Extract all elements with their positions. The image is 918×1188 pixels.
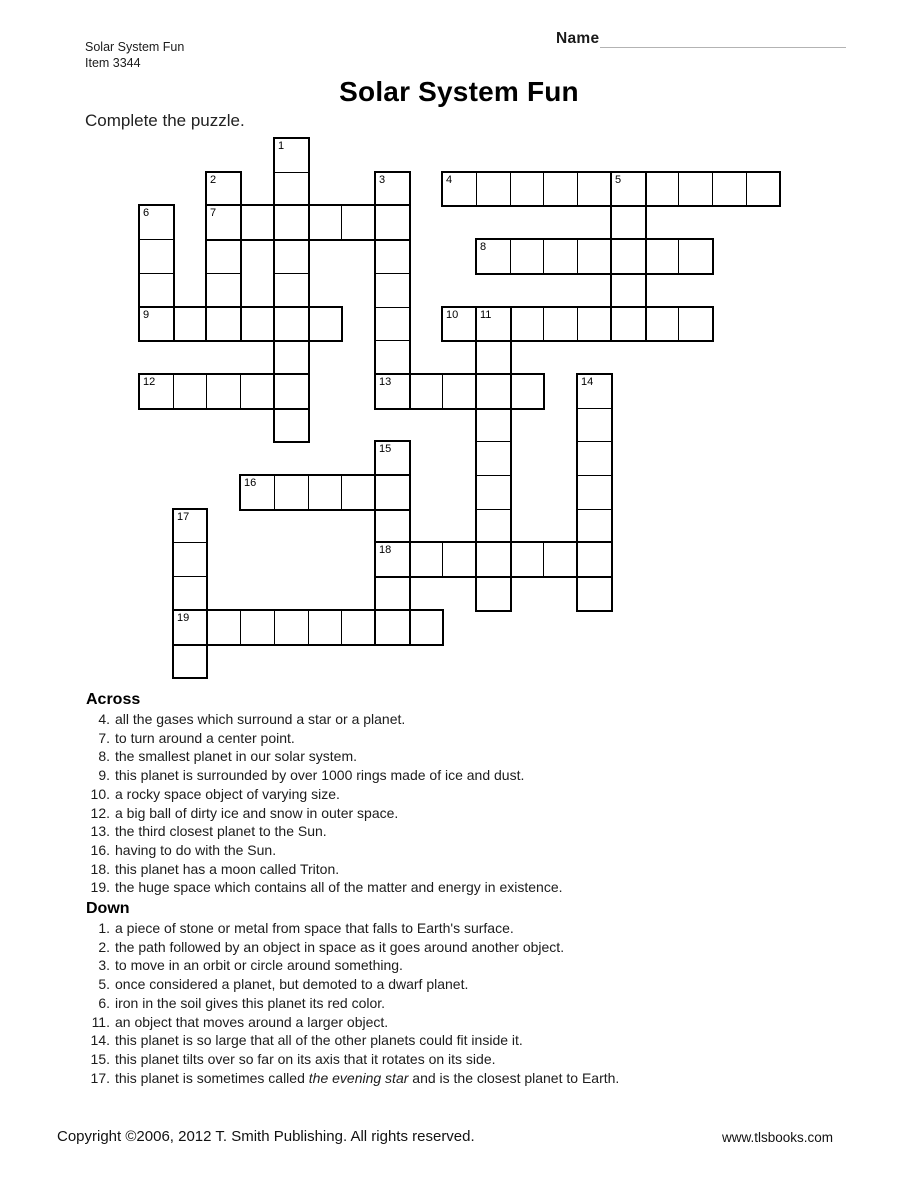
grid-cell-number: 2: [210, 174, 217, 186]
clue-number: 13.: [90, 823, 110, 840]
clue-item: [86, 919, 876, 938]
grid-cell[interactable]: [341, 475, 376, 510]
grid-cell[interactable]: [510, 542, 544, 577]
grid-cell[interactable]: [206, 239, 241, 274]
clue-text: iron in the soil gives this planet its red color.: [115, 994, 386, 1011]
grid-cell-number: 17: [177, 511, 190, 523]
grid-cell[interactable]: [476, 307, 511, 341]
grid-cell[interactable]: [240, 475, 275, 510]
clue-text: a rocky space object of varying size.: [115, 785, 340, 802]
grid-cell[interactable]: [645, 307, 679, 341]
clue-item: [86, 975, 876, 994]
grid-cell[interactable]: [173, 509, 207, 543]
clue-number: 12.: [90, 804, 110, 821]
page-title: Solar System Fun: [339, 76, 579, 107]
clue-number: 7.: [98, 729, 110, 746]
website-text: www.tlsbooks.com: [721, 1130, 833, 1145]
clue-text: to move in an orbit or circle around something.: [115, 957, 403, 974]
clue-text: this planet tilts over so far on its axis that it rotates on its side.: [115, 1050, 496, 1067]
clue-number: 11.: [91, 1013, 110, 1030]
grid-cell-number: 11: [480, 309, 492, 321]
grid-cell[interactable]: [577, 475, 612, 510]
grid-cell[interactable]: [611, 172, 646, 206]
grid-cell[interactable]: [476, 576, 511, 611]
grid-cell[interactable]: [510, 374, 544, 409]
clue-number: 4.: [98, 711, 110, 727]
clue-text: a big ball of dirty ice and snow in outer space.: [115, 804, 399, 821]
clue-item: [86, 710, 876, 729]
grid-cell[interactable]: [375, 273, 410, 308]
clue-item: [86, 804, 876, 823]
grid-cell-number: 14: [581, 376, 594, 388]
grid-cell[interactable]: [476, 542, 511, 577]
grid-cell-number: 18: [379, 544, 392, 556]
grid-cell[interactable]: [206, 307, 241, 341]
grid-cell-number: 12: [143, 376, 156, 388]
grid-cell[interactable]: [746, 172, 780, 206]
grid-cell[interactable]: [139, 239, 174, 274]
clue-number: 1.: [98, 920, 110, 937]
grid-cell[interactable]: [139, 374, 174, 409]
clue-item: [86, 860, 876, 879]
grid-cell[interactable]: [206, 273, 241, 308]
clue-item: [86, 822, 876, 841]
grid-cell-number: 15: [379, 443, 392, 455]
grid-cell[interactable]: [577, 576, 612, 611]
grid-cell[interactable]: [274, 172, 309, 206]
grid-cell[interactable]: [274, 374, 309, 409]
name-row: [556, 30, 599, 48]
grid-cell[interactable]: [173, 307, 207, 341]
grid-cell[interactable]: [308, 307, 342, 341]
grid-cell[interactable]: [442, 542, 477, 577]
grid-cell[interactable]: [442, 172, 477, 206]
clue-number: 5.: [98, 976, 110, 993]
grid-cell[interactable]: [476, 509, 511, 543]
grid-cell-number: 7: [210, 207, 217, 219]
grid-cell[interactable]: [409, 542, 443, 577]
grid-cell[interactable]: [173, 374, 207, 409]
across-clue-list: [86, 710, 876, 897]
grid-cell[interactable]: [240, 610, 275, 645]
grid-cell[interactable]: [375, 205, 410, 240]
clue-number: 6.: [98, 994, 110, 1011]
grid-cell[interactable]: [543, 542, 578, 577]
clue-number: 19.: [90, 879, 110, 896]
grid-cell[interactable]: [274, 475, 309, 510]
clue-number: 15.: [90, 1050, 110, 1067]
clue-text: once considered a planet, but demoted to a dwarf planet.: [115, 976, 469, 993]
grid-cell[interactable]: [476, 172, 511, 206]
clue-item: [86, 747, 876, 766]
clue-item: [86, 1050, 876, 1069]
grid-cell[interactable]: [543, 172, 578, 206]
grid-cell[interactable]: [577, 441, 612, 476]
grid-cell[interactable]: [274, 273, 309, 308]
clue-number: 17.: [90, 1069, 110, 1086]
clue-text: the huge space which contains all of the matter and energy in existence.: [115, 879, 563, 896]
grid-cell[interactable]: [375, 172, 410, 206]
grid-cell-number: 13: [379, 376, 392, 388]
grid-cell[interactable]: [240, 374, 275, 409]
grid-cell[interactable]: [274, 610, 309, 645]
grid-cell[interactable]: [543, 307, 578, 341]
down-heading: Down: [86, 900, 130, 918]
clue-item: [86, 956, 876, 975]
grid-cell[interactable]: [510, 172, 544, 206]
grid-cell[interactable]: [274, 205, 309, 240]
grid-cell[interactable]: [375, 340, 410, 375]
grid-cell-number: 19: [177, 612, 190, 624]
clue-item: [86, 994, 876, 1013]
clue-item: [86, 878, 876, 897]
grid-cell[interactable]: [543, 239, 578, 274]
grid-cell[interactable]: [577, 509, 612, 543]
grid-cell[interactable]: [476, 374, 511, 409]
grid-cell[interactable]: [139, 273, 174, 308]
grid-cell[interactable]: [611, 205, 646, 240]
worksheet-id: [85, 40, 184, 71]
grid-cell[interactable]: [375, 610, 410, 645]
clue-item: [86, 729, 876, 748]
clue-text: the smallest planet in our solar system.: [115, 748, 357, 765]
down-clue-list: [86, 919, 876, 1087]
grid-cell-number: 4: [446, 174, 453, 186]
grid-cell[interactable]: [577, 172, 612, 206]
grid-cell-number: 3: [379, 174, 386, 186]
grid-cell[interactable]: [409, 610, 443, 645]
grid-cell[interactable]: [240, 205, 275, 240]
grid-cell[interactable]: [274, 408, 309, 442]
clue-lists: [86, 690, 876, 1087]
grid-cell[interactable]: [611, 307, 646, 341]
clue-number: 10.: [90, 785, 110, 802]
grid-cell[interactable]: [577, 239, 612, 274]
clue-item: [86, 841, 876, 860]
clue-item: [86, 1013, 876, 1032]
clue-item: [86, 1069, 876, 1088]
grid-cell[interactable]: [375, 542, 410, 577]
grid-cell[interactable]: [139, 307, 174, 341]
grid-cell[interactable]: [274, 340, 309, 375]
grid-cell[interactable]: [240, 307, 275, 341]
across-heading: Across: [86, 691, 141, 708]
clue-text: this planet is surrounded by over 1000 rings made of ice and dust.: [115, 767, 525, 784]
grid-cell[interactable]: [409, 374, 443, 409]
grid-cell[interactable]: [577, 542, 612, 577]
grid-cell[interactable]: [476, 475, 511, 510]
grid-cell-number: 9: [143, 309, 150, 321]
name-blank-line[interactable]: [600, 47, 846, 48]
clue-text: this planet is so large that all of the other planets could fit inside it.: [115, 1032, 523, 1049]
clue-number: 2.: [98, 938, 110, 955]
grid-cell[interactable]: [577, 374, 612, 409]
grid-cell[interactable]: [341, 205, 376, 240]
grid-cell[interactable]: [645, 239, 679, 274]
clue-number: 16.: [90, 841, 110, 858]
clue-number: 3.: [98, 957, 110, 974]
grid-cell[interactable]: [678, 307, 713, 341]
clue-number: 8.: [98, 748, 110, 765]
grid-cell[interactable]: [442, 374, 477, 409]
grid-cell[interactable]: [308, 205, 342, 240]
grid-cell[interactable]: [173, 610, 207, 645]
grid-cell[interactable]: [274, 239, 309, 274]
grid-cell[interactable]: [375, 576, 410, 611]
instructions-text: Complete the puzzle.: [85, 111, 245, 130]
clue-item: [86, 785, 876, 804]
worksheet-item-number: Item 3344: [85, 55, 141, 70]
grid-cell[interactable]: [375, 307, 410, 341]
clue-text: the path followed by an object in space as it goes around another object.: [115, 938, 565, 955]
grid-cell[interactable]: [611, 273, 646, 308]
grid-cell[interactable]: [577, 307, 612, 341]
grid-cell[interactable]: [173, 542, 207, 577]
grid-cell[interactable]: [510, 239, 544, 274]
grid-cell[interactable]: [206, 374, 241, 409]
grid-cell[interactable]: [375, 509, 410, 543]
clue-item: [86, 1031, 876, 1050]
clue-number: 18.: [90, 860, 110, 877]
grid-cell-number: 5: [615, 174, 622, 186]
grid-cell[interactable]: [308, 475, 342, 510]
clue-item: [86, 938, 876, 957]
grid-cell[interactable]: [678, 239, 713, 274]
grid-cell[interactable]: [476, 408, 511, 442]
grid-cell[interactable]: [206, 610, 241, 645]
grid-cell[interactable]: [173, 576, 207, 611]
grid-cell[interactable]: [173, 644, 207, 678]
grid-cell[interactable]: [645, 172, 679, 206]
grid-cell[interactable]: [206, 172, 241, 206]
grid-cell[interactable]: [308, 610, 342, 645]
clue-item: [86, 766, 876, 785]
grid-cell-number: 16: [244, 477, 257, 489]
grid-cell-number: 1: [278, 140, 285, 152]
crossword-grid: [139, 138, 789, 683]
grid-cell[interactable]: [712, 172, 747, 206]
copyright-text: Copyright ©2006, 2012 T. Smith Publishing. All rights reserved.: [57, 1128, 475, 1145]
clue-number: 14.: [90, 1032, 110, 1049]
clue-text: a piece of stone or metal from space that falls to Earth's surface.: [115, 920, 514, 937]
grid-cell-number: 6: [143, 207, 150, 219]
clue-number: 9.: [98, 767, 110, 784]
grid-cell[interactable]: [577, 408, 612, 442]
grid-cell[interactable]: [274, 138, 309, 173]
grid-cell[interactable]: [139, 205, 174, 240]
grid-cell[interactable]: [375, 374, 410, 409]
clue-text: an object that moves around a larger object.: [115, 1013, 389, 1030]
grid-cell[interactable]: [442, 307, 477, 341]
grid-cell[interactable]: [476, 340, 511, 375]
grid-cell[interactable]: [510, 307, 544, 341]
grid-cell[interactable]: [375, 475, 410, 510]
grid-cell[interactable]: [678, 172, 713, 206]
name-label: Name: [556, 30, 600, 47]
grid-cell[interactable]: [375, 239, 410, 274]
grid-cell-number: 10: [446, 309, 459, 321]
grid-cell[interactable]: [476, 441, 511, 476]
clue-text: having to do with the Sun.: [115, 841, 277, 858]
grid-cell[interactable]: [206, 205, 241, 240]
clue-text: this planet is sometimes called the evening star and is the closest planet to Earth.: [115, 1069, 620, 1086]
worksheet-id-title: Solar System Fun: [85, 40, 185, 54]
grid-cell[interactable]: [274, 307, 309, 341]
clue-text: to turn around a center point.: [115, 729, 295, 746]
grid-cell[interactable]: [375, 441, 410, 476]
clue-text: the third closest planet to the Sun.: [115, 823, 327, 840]
clue-text: this planet has a moon called Triton.: [115, 860, 340, 877]
grid-cell-number: 8: [480, 241, 487, 253]
grid-cell[interactable]: [611, 239, 646, 274]
grid-cell[interactable]: [341, 610, 376, 645]
clue-text: all the gases which surround a star or a planet.: [115, 711, 406, 727]
grid-cell[interactable]: [476, 239, 511, 274]
